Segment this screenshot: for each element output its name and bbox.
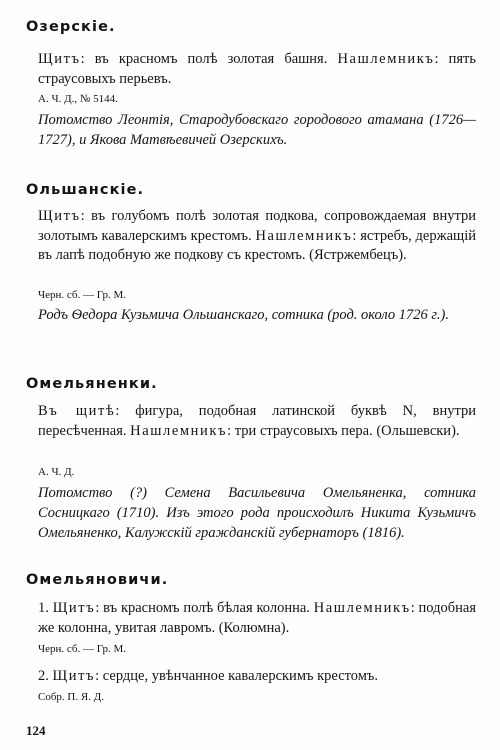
blazon-text: : сердце, увѣнчанное кавалерскимъ крестомъ. — [95, 668, 379, 684]
crest-text: : подобная же колонна, увитая лавромъ. (Колюмна). — [38, 600, 476, 636]
crest-label: Нашлемникъ — [313, 600, 411, 616]
entry-heading: Озерскіе. — [26, 19, 116, 35]
item-number: 2. — [38, 668, 53, 684]
blazon-label: Щитъ — [38, 208, 81, 224]
blazon-text: : въ красномъ полѣ бѣлая колонна. — [95, 600, 314, 616]
blazon-label: Въ щитѣ — [38, 403, 116, 419]
item-number: 1. — [38, 600, 53, 616]
blazon-paragraph — [38, 667, 476, 687]
blazon-text: : фигура, подобная латинской буквѣ N, внутри пересѣченная. — [38, 403, 476, 439]
blazon-paragraph — [38, 207, 476, 266]
blazon-label: Щитъ — [38, 51, 81, 67]
entry-heading: Омельяновичи. — [26, 572, 169, 588]
lineage-note: Потомство (?) Семена Васильевича Омельяненка, сотника Сосницкаго (1710). Изъ этого рода происходилъ Никита Кузьмичъ Омельяненко, Калужскій гражданскій губернаторъ (1816). — [38, 485, 476, 541]
crest-text: : пять страусовыхъ перьевъ. — [38, 51, 476, 87]
entry-omelyanovichi — [26, 571, 478, 589]
blazon-text: : въ красномъ полѣ золотая башня. — [80, 51, 338, 67]
blazon-label: Щитъ — [52, 668, 96, 684]
crest-label: Нашлемникъ — [255, 227, 353, 244]
blazon-text: : въ голубомъ полѣ золотая подкова, сопровождаемая внутри золотымъ кавалерскимъ крестомъ. — [38, 208, 476, 244]
crest-text: : три страусовыхъ пера. (Ольшевски). — [227, 422, 460, 439]
source-reference: А. Ч. Д. — [38, 466, 75, 478]
source-reference: Черн. сб. — Гр. М. — [38, 643, 126, 655]
crest-text: : ястребъ, держащій въ лапѣ подобную же подкову съ крестомъ. (Ястржембецъ). — [38, 227, 476, 264]
source-reference: Черн. сб. — Гр. М. — [38, 289, 126, 301]
entry-omelyanenki — [26, 375, 478, 393]
entry-heading: Омельяненки. — [26, 376, 158, 392]
source-reference: А. Ч. Д., № 5144. — [38, 93, 118, 105]
blazon-paragraph — [38, 402, 476, 441]
page-number: 124 — [26, 723, 46, 738]
blazon-label: Щитъ — [52, 600, 96, 616]
blazon-paragraph — [38, 50, 476, 89]
entry-ozerskie — [26, 18, 478, 36]
crest-label: Нашлемникъ — [337, 51, 435, 67]
entry-heading: Ольшанскіе. — [26, 182, 145, 198]
source-reference: Собр. П. Я. Д. — [38, 691, 104, 703]
lineage-note: Родъ Ѳедора Кузьмича Ольшанскаго, сотника (род. около 1726 г.). — [38, 307, 449, 323]
lineage-note: Потомство Леонтія, Стародубовскаго городового атамана (1726—1727), и Якова Матвѣевичей Озерскихъ. — [38, 112, 476, 148]
crest-label: Нашлемникъ — [130, 422, 228, 439]
blazon-paragraph — [38, 599, 476, 638]
entry-olshanskie — [26, 181, 478, 199]
